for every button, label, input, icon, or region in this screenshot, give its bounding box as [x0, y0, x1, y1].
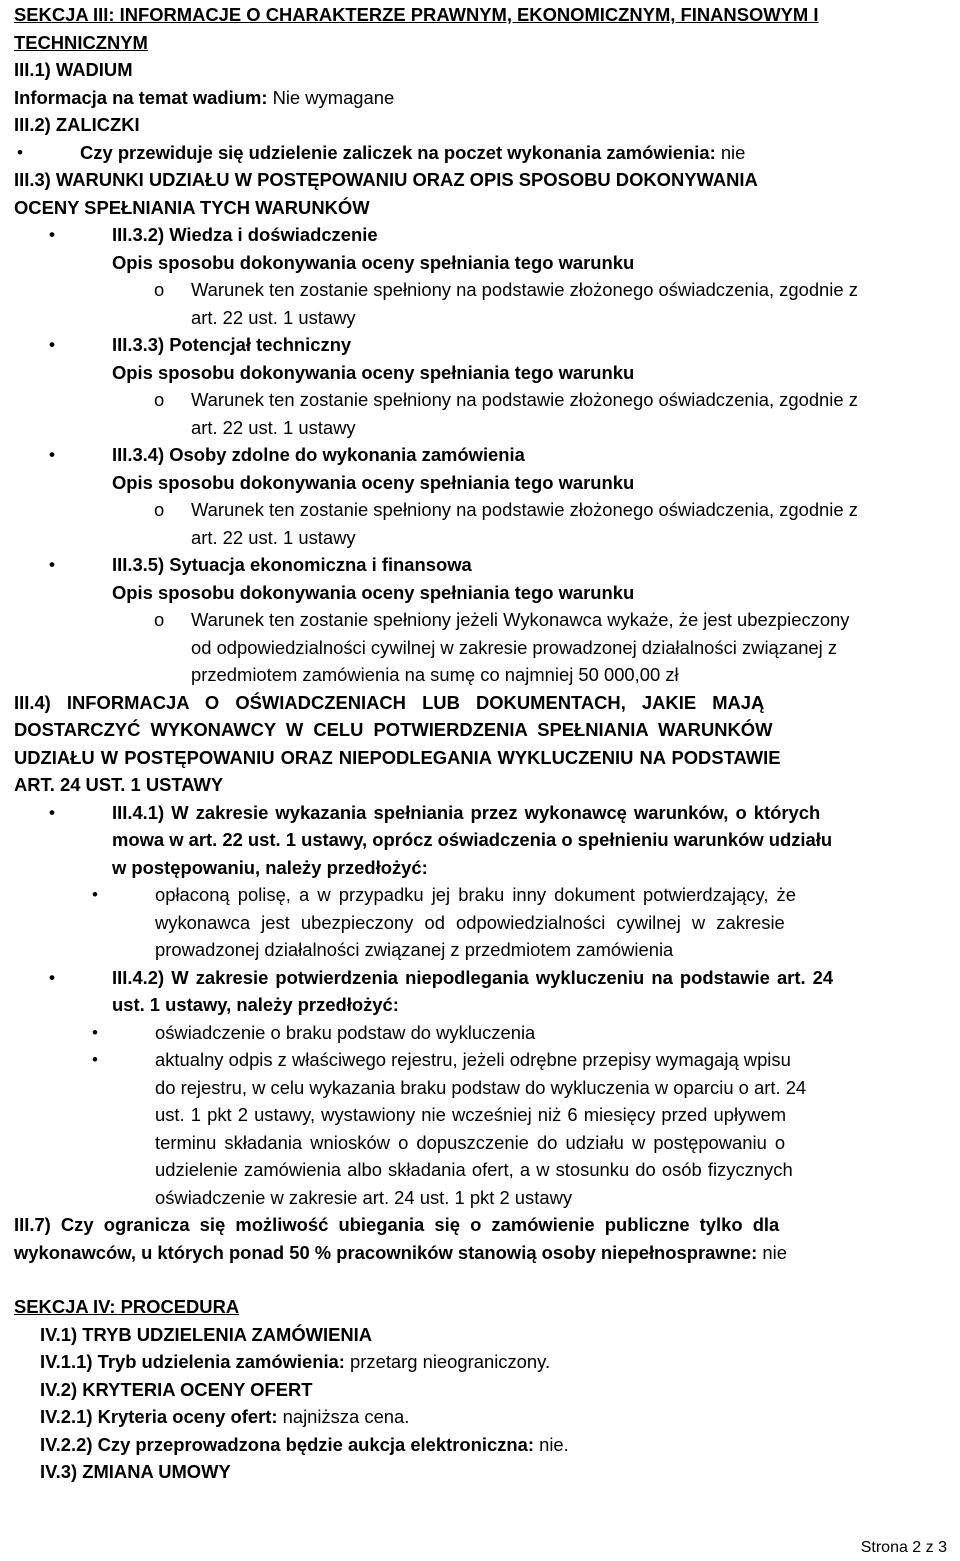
- list-marker: o: [154, 389, 165, 410]
- aukcja-value: nie.: [539, 1433, 569, 1455]
- zmiana-heading: IV.3) ZMIANA UMOWY: [40, 1461, 231, 1482]
- wadium-heading: III.1) WADIUM: [14, 59, 133, 80]
- document-list-item: • aktualny odpis z właściwego rejestru, jeżeli odrębne przepisy wymagają wpisu do rejestru, w celu wykazania braku podstaw do wykluczenia w oparciu o art. 24 ust. 1 pkt 2 ustawy, wystawiony nie wcześniej niż 6 miesięcy przed upływem terminu składania wniosków o dopuszczenie do udziału w postępowaniu o udzielenie zamówienia albo składania ofert, a w stosunku do osób fizycznych oświadczenie w zakresie art. 24 ust. 1 pkt 2 ustawy: [155, 1046, 954, 1211]
- zaliczki-heading: III.2) ZALICZKI: [14, 114, 140, 135]
- tryb-heading: IV.1) TRYB UDZIELENIA ZAMÓWIENIA: [40, 1323, 373, 1345]
- aukcja-info: [40, 1431, 954, 1459]
- condition-title: • III.3.5) Sytuacja ekonomiczna i finansowa: [112, 551, 954, 579]
- condition-text: o Warunek ten zostanie spełniony jeżeli Wykonawca wykaże, że jest ubezpieczony od odpowiedzialności cywilnej w zakresie prowadzonej działalności związanej z przedmiotem zamówienia na sumę co najmniej 50 000,00 zł: [191, 606, 954, 689]
- ograniczenie-item: III.7) Czy ogranicza się możliwość ubiegania się o zamówienie publiczne tylko dla wykonawców, u których ponad 50 % pracowników stanowią osoby niepełnosprawne: nie: [14, 1214, 787, 1263]
- oswiadczenia-heading: III.4) INFORMACJA O OŚWIADCZENIACH LUB DOKUMENTACH, JAKIE MAJĄ DOSTARCZYĆ WYKONAWCY W CELU POTWIERDZENIA SPEŁNIANIA WARUNKÓW UDZIAŁU W POSTĘPOWANIU ORAZ NIEPODLEGANIA WYKLUCZENIU NA PODSTAWIE ART. 24 UST. 1 USTAWY: [14, 691, 781, 795]
- kryteria-value: najniższa cena.: [282, 1406, 410, 1427]
- tryb-label: IV.1.1) Tryb udzielenia zamówienia:: [40, 1351, 345, 1372]
- condition-text: o Warunek ten zostanie spełniony na podstawie złożonego oświadczenia, zgodnie z art. 22 ust. 1 ustawy: [191, 386, 954, 441]
- condition-item: [14, 331, 954, 441]
- tryb-info: [40, 1348, 954, 1376]
- tryb-value: przetarg nieograniczony.: [350, 1351, 551, 1372]
- condition-item: [14, 551, 954, 689]
- condition-opis: Opis sposobu dokonywania oceny spełniania tego warunku: [112, 251, 635, 273]
- condition-title: • III.3.3) Potencjał techniczny: [112, 331, 954, 359]
- aukcja-label: IV.2.2) Czy przeprowadzona będzie aukcja elektroniczna:: [40, 1433, 534, 1455]
- oswiadczenia-item-title: • III.4.2) W zakresie potwierdzenia niepodlegania wykluczeniu na podstawie art. 24 ust. 1 ustawy, należy przedłożyć:: [112, 964, 954, 1019]
- list-marker: o: [154, 609, 165, 630]
- condition-title: • III.3.2) Wiedza i doświadczenie: [112, 221, 954, 249]
- condition-opis: Opis sposobu dokonywania oceny spełniania tego warunku: [112, 361, 635, 383]
- section-iii-heading: SEKCJA III: INFORMACJE O CHARAKTERZE PRAWNYM, EKONOMICZNYM, FINANSOWYM I TECHNICZNYM: [14, 4, 819, 53]
- kryteria-info: [40, 1403, 954, 1431]
- oswiadczenia-item: [112, 964, 954, 1212]
- oswiadczenia-item-title: • III.4.1) W zakresie wykazania spełniania przez wykonawcę warunków, o których mowa w art. 22 ust. 1 ustawy, oprócz oświadczenia o spełnieniu warunków udziału w postępowaniu, należy przedłożyć:: [112, 799, 954, 882]
- ograniczenie-value: nie: [762, 1241, 787, 1263]
- document-list-item: • opłaconą polisę, a w przypadku jej braku inny dokument potwierdzający, że wykonawca jest ubezpieczony od odpowiedzialności cywilnej w zakresie prowadzonej działalności związanej z przedmiotem zamówienia: [155, 881, 954, 964]
- wadium-value: Nie wymagane: [272, 86, 395, 108]
- kryteria-heading: IV.2) KRYTERIA OCENY OFERT: [40, 1378, 313, 1400]
- list-marker: o: [154, 499, 165, 520]
- warunki-heading: III.3) WARUNKI UDZIAŁU W POSTĘPOWANIU ORAZ OPIS SPOSOBU DOKONYWANIA OCENY SPEŁNIANIA TYCH WARUNKÓW: [14, 169, 758, 218]
- condition-text: o Warunek ten zostanie spełniony na podstawie złożonego oświadczenia, zgodnie z art. 22 ust. 1 ustawy: [191, 276, 954, 331]
- zaliczki-item: [80, 139, 954, 167]
- condition-item: [14, 221, 954, 331]
- kryteria-label: IV.2.1) Kryteria oceny ofert:: [40, 1406, 278, 1427]
- document-body: [14, 0, 954, 1486]
- page-number: Strona 2 z 3: [860, 1539, 947, 1556]
- zaliczki-label: Czy przewiduje się udzielenie zaliczek na poczet wykonania zamówienia:: [80, 141, 716, 163]
- list-marker: o: [154, 279, 165, 300]
- zaliczki-value: nie: [720, 141, 746, 163]
- condition-opis: Opis sposobu dokonywania oceny spełniania tego warunku: [112, 471, 635, 493]
- oswiadczenia-item: [112, 799, 954, 964]
- wadium-label: Informacja na temat wadium:: [14, 86, 268, 108]
- section-iv-heading: SEKCJA IV: PROCEDURA: [14, 1296, 240, 1317]
- ograniczenie-label: wykonawców, u których ponad 50 % pracowników stanowią osoby niepełnosprawne:: [14, 1241, 758, 1263]
- document-list-item: • oświadczenie o braku podstaw do wykluczenia: [155, 1019, 954, 1047]
- spacer: [14, 1266, 954, 1293]
- condition-title: • III.3.4) Osoby zdolne do wykonania zamówienia: [112, 441, 954, 469]
- condition-text: o Warunek ten zostanie spełniony na podstawie złożonego oświadczenia, zgodnie z art. 22 ust. 1 ustawy: [191, 496, 954, 551]
- condition-opis: Opis sposobu dokonywania oceny spełniania tego warunku: [112, 581, 635, 603]
- wadium-info: [14, 84, 954, 112]
- condition-item: [14, 441, 954, 551]
